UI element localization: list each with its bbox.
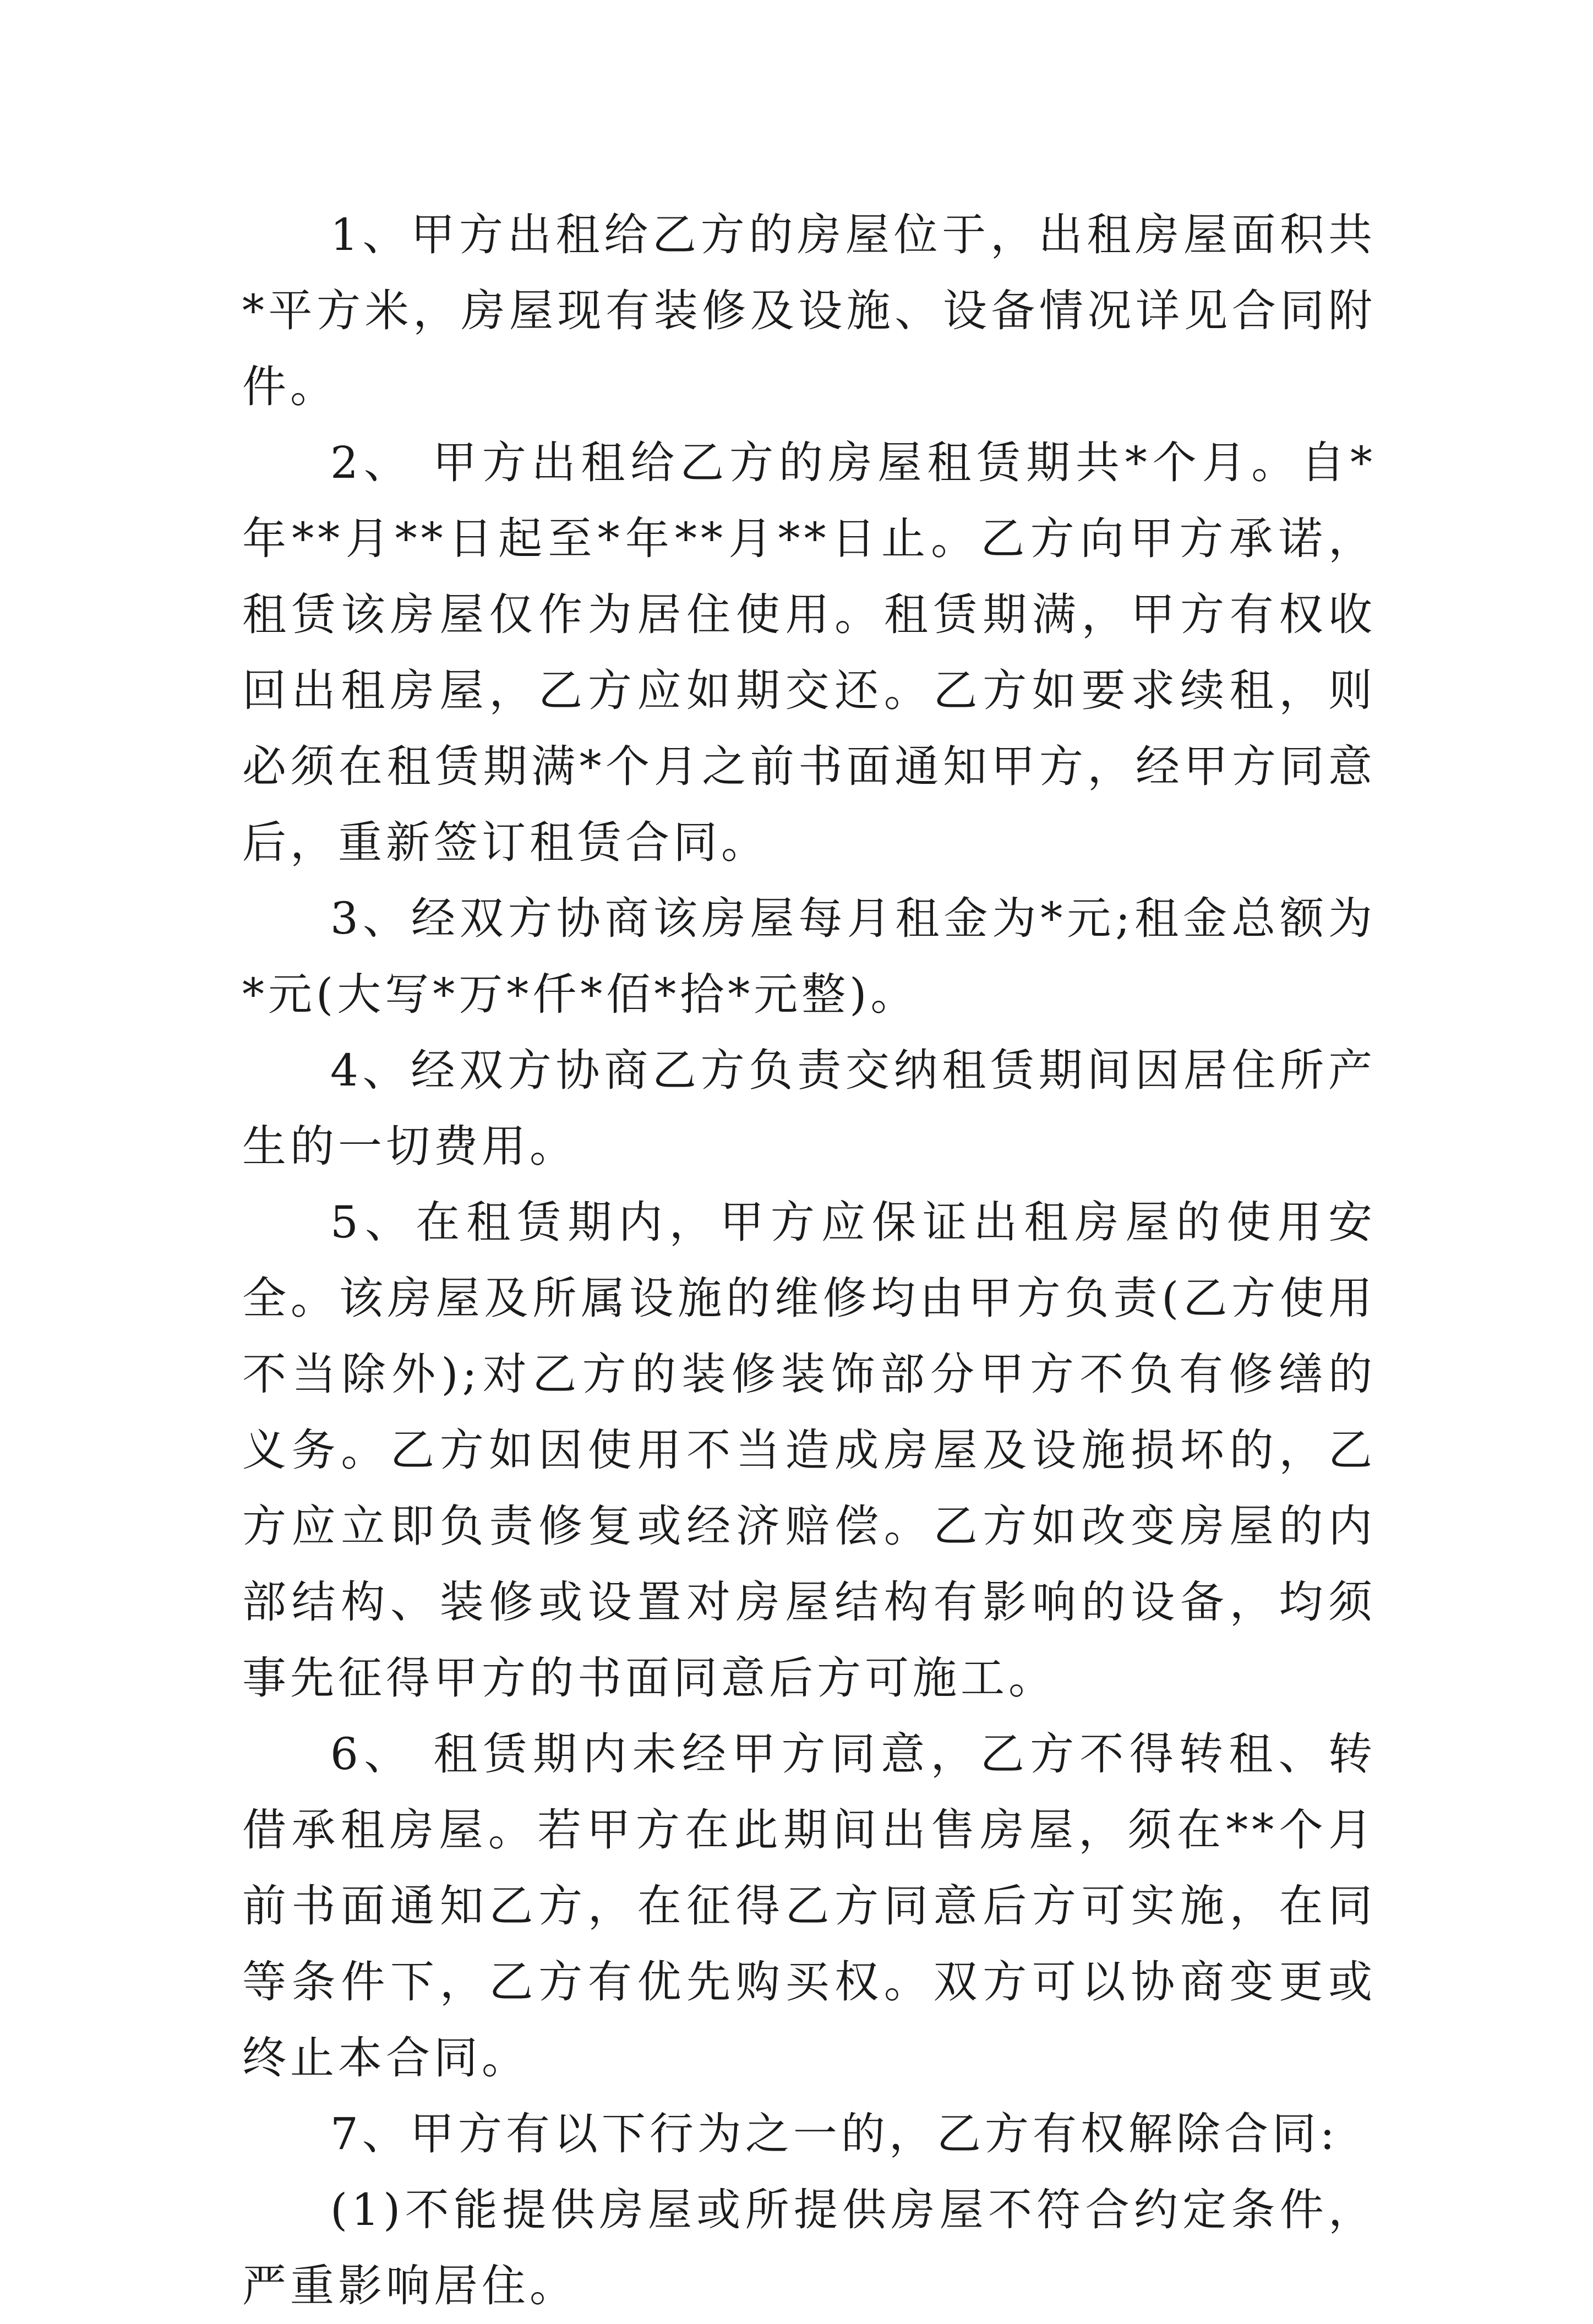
clause-2: 2、 甲方出租给乙方的房屋租赁期共*个月。自*年**月**日起至*年**月**日止。乙方向甲方承诺，租赁该房屋仅作为居住使用。租赁期满，甲方有权收回出租房屋，乙方应如期交还。乙方如要求续租，则必须在租赁期满*个月之前书面通知甲方，经甲方同意后，重新签订租赁合同。 [242,437,1376,868]
clause-4: 4、经双方协商乙方负责交纳租赁期间因居住所产生的一切费用。 [242,1045,1376,1172]
clause-7: 7、甲方有以下行为之一的，乙方有权解除合同: [330,2108,1339,2159]
clause-6: 6、 租赁期内未经甲方同意，乙方不得转租、转借承租房屋。若甲方在此期间出售房屋，须在**个月前书面通知乙方，在征得乙方同意后方可实施，在同等条件下，乙方有优先购买权。双方可以协商变更或终止本合同。 [242,1728,1376,2083]
clause-3: 3、经双方协商该房屋每月租金为*元;租金总额为*元(大写*万*仟*佰*拾*元整)。 [242,893,1376,1020]
clause-1: 1、甲方出租给乙方的房屋位于，出租房屋面积共*平方米，房屋现有装修及设施、设备情况详见合同附件。 [242,209,1376,412]
clause-5: 5、在租赁期内，甲方应保证出租房屋的使用安全。该房屋及所属设施的维修均由甲方负责(乙方使用不当除外);对乙方的装修装饰部分甲方不负有修缮的义务。乙方如因使用不当造成房屋及设施损坏的，乙方应立即负责修复或经济赔偿。乙方如改变房屋的内部结构、装修或设置对房屋结构有影响的设备，均须事先征得甲方的书面同意后方可施工。 [242,1197,1376,1704]
clause-7-item-1: (1)不能提供房屋或所提供房屋不符合约定条件，严重影响居住。 [242,2184,1376,2311]
document-body [242,197,1376,2324]
